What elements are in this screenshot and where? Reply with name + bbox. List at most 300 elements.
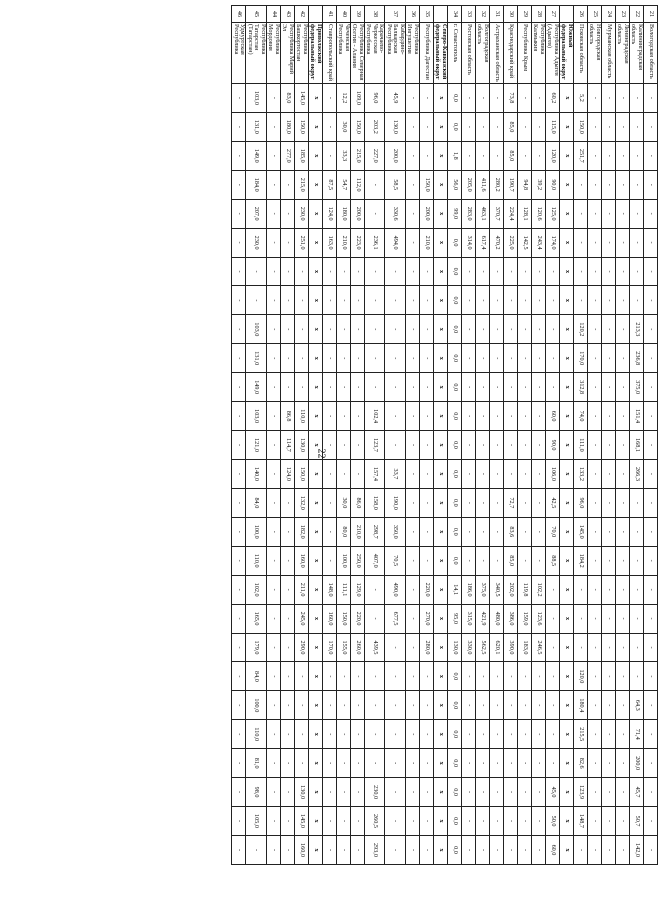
region-name-cell: Республика Северная Осетия - Алания	[351, 23, 365, 84]
value-cell: -	[518, 431, 532, 460]
value-cell: -	[588, 517, 602, 546]
value-cell: -	[602, 402, 616, 431]
value-cell: -	[267, 807, 281, 836]
table-row	[490, 6, 504, 865]
value-cell: 315,0	[462, 604, 476, 633]
value-cell: -	[351, 286, 365, 315]
value-cell: -	[406, 170, 420, 199]
value-cell: 293,0	[365, 835, 386, 864]
value-cell: 260,5	[365, 807, 386, 836]
value-cell: -	[616, 373, 630, 402]
value-cell: -	[385, 807, 406, 836]
value-cell: 163,0	[323, 228, 337, 257]
value-cell: -	[281, 199, 295, 228]
value-cell: -	[406, 517, 420, 546]
value-cell: -	[351, 720, 365, 749]
value-cell: -	[232, 807, 246, 836]
value-cell: 330,0	[462, 633, 476, 662]
value-cell: -	[406, 691, 420, 720]
value-cell: 1,8	[448, 141, 462, 170]
value-cell: x	[560, 170, 574, 199]
table-row	[365, 6, 386, 865]
value-cell: 210,0	[351, 517, 365, 546]
value-cell: -	[588, 199, 602, 228]
value-cell: -	[504, 402, 518, 431]
value-cell: 617,4	[476, 228, 490, 257]
value-cell: -	[490, 720, 504, 749]
table-row	[518, 6, 532, 865]
value-cell: -	[462, 488, 476, 517]
value-cell: -	[644, 459, 658, 488]
value-cell: -	[232, 488, 246, 517]
value-cell: 180,0	[337, 199, 351, 228]
value-cell: -	[351, 778, 365, 807]
value-cell: 203,2	[365, 112, 386, 141]
value-cell: 182,0	[295, 517, 309, 546]
row-number-cell: 41	[323, 6, 337, 23]
value-cell: -	[420, 517, 434, 546]
value-cell: -	[295, 749, 309, 778]
value-cell: 0,0	[448, 517, 462, 546]
value-cell: -	[232, 84, 246, 113]
value-cell: -	[602, 517, 616, 546]
value-cell: -	[337, 286, 351, 315]
value-cell: x	[560, 286, 574, 315]
value-cell: -	[588, 170, 602, 199]
value-cell: 103,0	[246, 84, 267, 113]
value-cell: -	[602, 141, 616, 170]
value-cell: x	[560, 431, 574, 460]
page-number: 22	[315, 448, 327, 459]
value-cell: -	[476, 286, 490, 315]
value-cell: 210,0	[420, 228, 434, 257]
value-cell: -	[462, 517, 476, 546]
value-cell: 85,0	[504, 546, 518, 575]
value-cell: 140,0	[246, 459, 267, 488]
value-cell: -	[588, 459, 602, 488]
value-cell: 200,0	[420, 199, 434, 228]
value-cell: -	[337, 315, 351, 344]
value-cell: -	[574, 633, 588, 662]
value-cell: 30,0	[337, 488, 351, 517]
value-cell: x	[309, 835, 323, 864]
value-cell: x	[309, 112, 323, 141]
value-cell: 159,0	[518, 604, 532, 633]
value-cell: -	[406, 257, 420, 286]
value-cell: 190,7	[504, 170, 518, 199]
value-cell: -	[490, 749, 504, 778]
value-cell: -	[504, 662, 518, 691]
value-cell: -	[630, 112, 644, 141]
value-cell: -	[616, 749, 630, 778]
value-cell: -	[267, 228, 281, 257]
value-cell: -	[232, 749, 246, 778]
value-cell: -	[232, 575, 246, 604]
value-cell: x	[560, 720, 574, 749]
value-cell: 84,0	[246, 662, 267, 691]
value-cell: -	[323, 344, 337, 373]
row-number-cell: 32	[476, 6, 490, 23]
value-cell: x	[434, 662, 448, 691]
row-number-cell: 30	[504, 6, 518, 23]
value-cell: 251,0	[295, 228, 309, 257]
value-cell: -	[323, 662, 337, 691]
value-cell: -	[518, 402, 532, 431]
value-cell: -	[462, 141, 476, 170]
value-cell: -	[532, 546, 546, 575]
value-cell: -	[365, 575, 386, 604]
region-name-cell: Ставропольский край	[323, 23, 337, 84]
value-cell: -	[588, 778, 602, 807]
row-number-cell	[560, 6, 574, 23]
value-cell: -	[406, 402, 420, 431]
value-cell: -	[644, 402, 658, 431]
value-cell: -	[602, 84, 616, 113]
value-cell: 128,1	[518, 199, 532, 228]
value-cell: -	[644, 835, 658, 864]
value-cell: 123,9	[574, 778, 588, 807]
value-cell: -	[630, 488, 644, 517]
value-cell: x	[560, 749, 574, 778]
value-cell: 99,0	[448, 199, 462, 228]
value-cell: x	[309, 662, 323, 691]
value-cell: -	[588, 286, 602, 315]
value-cell: 5,2	[574, 84, 588, 113]
value-cell: -	[232, 778, 246, 807]
value-cell: -	[365, 199, 386, 228]
value-cell: x	[560, 257, 574, 286]
value-cell: -	[420, 691, 434, 720]
value-cell: -	[602, 170, 616, 199]
value-cell: x	[309, 431, 323, 460]
value-cell: -	[232, 373, 246, 402]
row-number-cell: 38	[365, 6, 386, 23]
value-cell: -	[281, 778, 295, 807]
value-cell: x	[434, 691, 448, 720]
value-cell: 12,2	[337, 84, 351, 113]
value-cell: -	[588, 402, 602, 431]
value-cell: 85,0	[504, 141, 518, 170]
value-cell: -	[337, 835, 351, 864]
value-cell: x	[309, 604, 323, 633]
value-cell: -	[406, 431, 420, 460]
value-cell: 186,0	[462, 575, 476, 604]
value-cell: -	[232, 662, 246, 691]
value-cell: -	[462, 691, 476, 720]
value-cell: -	[267, 286, 281, 315]
value-cell: 94,8	[518, 170, 532, 199]
value-cell: x	[309, 459, 323, 488]
value-cell: -	[644, 546, 658, 575]
table-row	[462, 6, 476, 865]
value-cell: -	[476, 373, 490, 402]
value-cell: 84,0	[246, 488, 267, 517]
value-cell: -	[616, 488, 630, 517]
value-cell: -	[518, 835, 532, 864]
value-cell: -	[644, 84, 658, 113]
value-cell: 298,7	[365, 517, 386, 546]
value-cell: -	[476, 807, 490, 836]
value-cell: 160,0	[295, 546, 309, 575]
value-cell: -	[385, 720, 406, 749]
value-cell: 312,8	[574, 373, 588, 402]
region-name-cell: Чеченская Республика	[337, 23, 351, 84]
value-cell: x	[434, 402, 448, 431]
value-cell: 224,4	[504, 199, 518, 228]
value-cell: -	[281, 720, 295, 749]
value-cell: -	[267, 84, 281, 113]
value-cell: 60,0	[546, 402, 560, 431]
value-cell: -	[504, 431, 518, 460]
value-cell: -	[385, 633, 406, 662]
region-name-cell: Республика Адыгея (Адыгея)	[546, 23, 560, 84]
value-cell: -	[504, 373, 518, 402]
value-cell: -	[574, 575, 588, 604]
value-cell: -	[616, 228, 630, 257]
value-cell: -	[351, 257, 365, 286]
value-cell: -	[323, 84, 337, 113]
value-cell: -	[323, 546, 337, 575]
value-cell: -	[588, 373, 602, 402]
value-cell: 251,7	[574, 141, 588, 170]
value-cell: -	[323, 459, 337, 488]
value-cell: 223,0	[351, 228, 365, 257]
region-name-cell: Астраханская область	[490, 23, 504, 84]
value-cell: x	[560, 84, 574, 113]
value-cell: -	[281, 835, 295, 864]
value-cell: x	[560, 778, 574, 807]
value-cell: -	[630, 546, 644, 575]
value-cell: -	[281, 633, 295, 662]
value-cell: -	[476, 431, 490, 460]
value-cell: 124,0	[281, 459, 295, 488]
table-row	[574, 6, 588, 865]
value-cell: 102,4	[365, 402, 386, 431]
value-cell: -	[644, 228, 658, 257]
row-number-cell: 37	[385, 6, 406, 23]
value-cell: x	[560, 459, 574, 488]
value-cell: 411,6	[476, 170, 490, 199]
region-name-cell: Ростовская область	[462, 23, 476, 84]
region-name-cell: Удмуртская Республика	[232, 23, 246, 84]
value-cell: 132,0	[295, 488, 309, 517]
row-number-cell: 27	[546, 6, 560, 23]
value-cell: -	[295, 315, 309, 344]
value-cell: 260,0	[351, 633, 365, 662]
value-cell: -	[602, 835, 616, 864]
value-cell: 150,0	[420, 170, 434, 199]
value-cell: -	[323, 315, 337, 344]
value-cell: -	[232, 112, 246, 141]
row-number-cell: 26	[574, 6, 588, 23]
value-cell: 270,0	[420, 604, 434, 633]
value-cell: -	[616, 431, 630, 460]
okrug-row	[560, 6, 574, 865]
value-cell: -	[532, 459, 546, 488]
value-cell: 0,0	[448, 373, 462, 402]
value-cell: -	[281, 662, 295, 691]
value-cell: -	[365, 170, 386, 199]
value-cell: 220,0	[351, 604, 365, 633]
value-cell: -	[406, 720, 420, 749]
value-cell: x	[560, 228, 574, 257]
value-cell: -	[602, 459, 616, 488]
value-cell: -	[420, 488, 434, 517]
value-cell: -	[616, 402, 630, 431]
value-cell: -	[351, 402, 365, 431]
value-cell: -	[385, 257, 406, 286]
value-cell: -	[476, 546, 490, 575]
value-cell: 83,6	[504, 517, 518, 546]
value-cell: 87,5	[323, 170, 337, 199]
value-cell: 110,0	[246, 546, 267, 575]
value-cell: -	[323, 112, 337, 141]
value-cell: -	[462, 459, 476, 488]
value-cell: 266,3	[630, 459, 644, 488]
row-number-cell: 43	[281, 6, 295, 23]
value-cell: -	[406, 488, 420, 517]
value-cell: 225,0	[504, 228, 518, 257]
value-cell: -	[351, 344, 365, 373]
value-cell: 98,0	[246, 778, 267, 807]
value-cell: -	[546, 575, 560, 604]
value-cell: -	[406, 228, 420, 257]
value-cell: 290,0	[295, 633, 309, 662]
value-cell: 105,0	[246, 807, 267, 836]
value-cell: 246,5	[532, 633, 546, 662]
value-cell: -	[602, 112, 616, 141]
value-cell: -	[246, 286, 267, 315]
value-cell: -	[406, 84, 420, 113]
value-cell: 200,0	[630, 749, 644, 778]
value-cell: -	[365, 604, 386, 633]
value-cell: -	[490, 315, 504, 344]
value-cell: -	[385, 691, 406, 720]
value-cell: x	[560, 604, 574, 633]
value-cell: x	[434, 84, 448, 113]
value-cell: -	[518, 488, 532, 517]
region-name-cell: Республика Марий Эл	[281, 23, 295, 84]
row-number-cell: 42	[295, 6, 309, 23]
value-cell: 375,0	[476, 575, 490, 604]
value-cell: -	[232, 604, 246, 633]
value-cell: -	[546, 257, 560, 286]
value-cell: -	[281, 807, 295, 836]
value-cell: x	[560, 141, 574, 170]
value-cell: 0,0	[448, 807, 462, 836]
value-cell: -	[420, 286, 434, 315]
value-cell: 150,0	[351, 112, 365, 141]
value-cell: -	[267, 170, 281, 199]
value-cell: -	[602, 199, 616, 228]
value-cell: 110,0	[246, 720, 267, 749]
value-cell: -	[385, 402, 406, 431]
value-cell: 375,0	[630, 373, 644, 402]
value-cell: -	[420, 373, 434, 402]
value-cell: 230,0	[365, 778, 386, 807]
value-cell: -	[323, 807, 337, 836]
value-cell: 150,0	[337, 604, 351, 633]
value-cell: -	[295, 691, 309, 720]
value-cell: 202,0	[504, 575, 518, 604]
value-cell: x	[309, 199, 323, 228]
table-row	[337, 6, 351, 865]
value-cell: -	[616, 141, 630, 170]
value-cell: 280,2	[490, 170, 504, 199]
region-name-cell: Приволжский федеральный округ	[309, 23, 323, 84]
value-cell: -	[518, 373, 532, 402]
value-cell: -	[365, 691, 386, 720]
value-cell: 215,0	[351, 141, 365, 170]
region-name-cell: Республика Башкортостан	[295, 23, 309, 84]
value-cell: -	[267, 344, 281, 373]
value-cell: x	[560, 662, 574, 691]
value-cell: x	[434, 170, 448, 199]
value-cell: -	[406, 749, 420, 778]
value-cell: 131,0	[246, 344, 267, 373]
value-cell: 490,0	[385, 575, 406, 604]
value-cell: -	[616, 112, 630, 141]
value-cell: 95,0	[448, 604, 462, 633]
value-cell: x	[434, 257, 448, 286]
value-cell: -	[602, 633, 616, 662]
value-cell: 0,0	[448, 749, 462, 778]
value-cell: -	[630, 141, 644, 170]
value-cell: -	[462, 807, 476, 836]
value-cell: 42,5	[546, 488, 560, 517]
value-cell: x	[309, 257, 323, 286]
value-cell: 151,4	[630, 402, 644, 431]
region-name-cell: Северо-Кавказский федеральный округ	[434, 23, 448, 84]
value-cell: 562,5	[476, 633, 490, 662]
value-cell: 170,0	[323, 633, 337, 662]
value-cell: -	[232, 286, 246, 315]
value-cell: 390,0	[504, 633, 518, 662]
value-cell: -	[232, 402, 246, 431]
row-number-cell: 45	[246, 6, 267, 23]
value-cell: -	[532, 431, 546, 460]
value-cell: -	[532, 84, 546, 113]
value-cell: -	[602, 488, 616, 517]
value-cell: -	[546, 604, 560, 633]
value-cell: -	[323, 835, 337, 864]
value-cell: -	[504, 691, 518, 720]
region-name-cell: Республика Дагестан	[420, 23, 434, 84]
value-cell: -	[232, 517, 246, 546]
value-cell: 149,0	[246, 373, 267, 402]
value-cell: -	[644, 286, 658, 315]
value-cell: 142,5	[518, 228, 532, 257]
value-cell: -	[420, 459, 434, 488]
value-cell: -	[490, 431, 504, 460]
price-table	[232, 5, 658, 865]
value-cell: 314,0	[462, 228, 476, 257]
value-cell: -	[532, 402, 546, 431]
value-cell: -	[323, 373, 337, 402]
value-cell: -	[323, 402, 337, 431]
value-cell: -	[518, 112, 532, 141]
value-cell: -	[351, 315, 365, 344]
value-cell: -	[351, 749, 365, 778]
value-cell: -	[267, 402, 281, 431]
rotated-table-sheet	[98, 5, 658, 865]
value-cell: 90,0	[546, 170, 560, 199]
region-name-cell: Волгоградская область	[476, 23, 490, 84]
value-cell: 50,0	[546, 807, 560, 836]
value-cell: 111,0	[574, 431, 588, 460]
value-cell: -	[281, 170, 295, 199]
value-cell: -	[406, 835, 420, 864]
